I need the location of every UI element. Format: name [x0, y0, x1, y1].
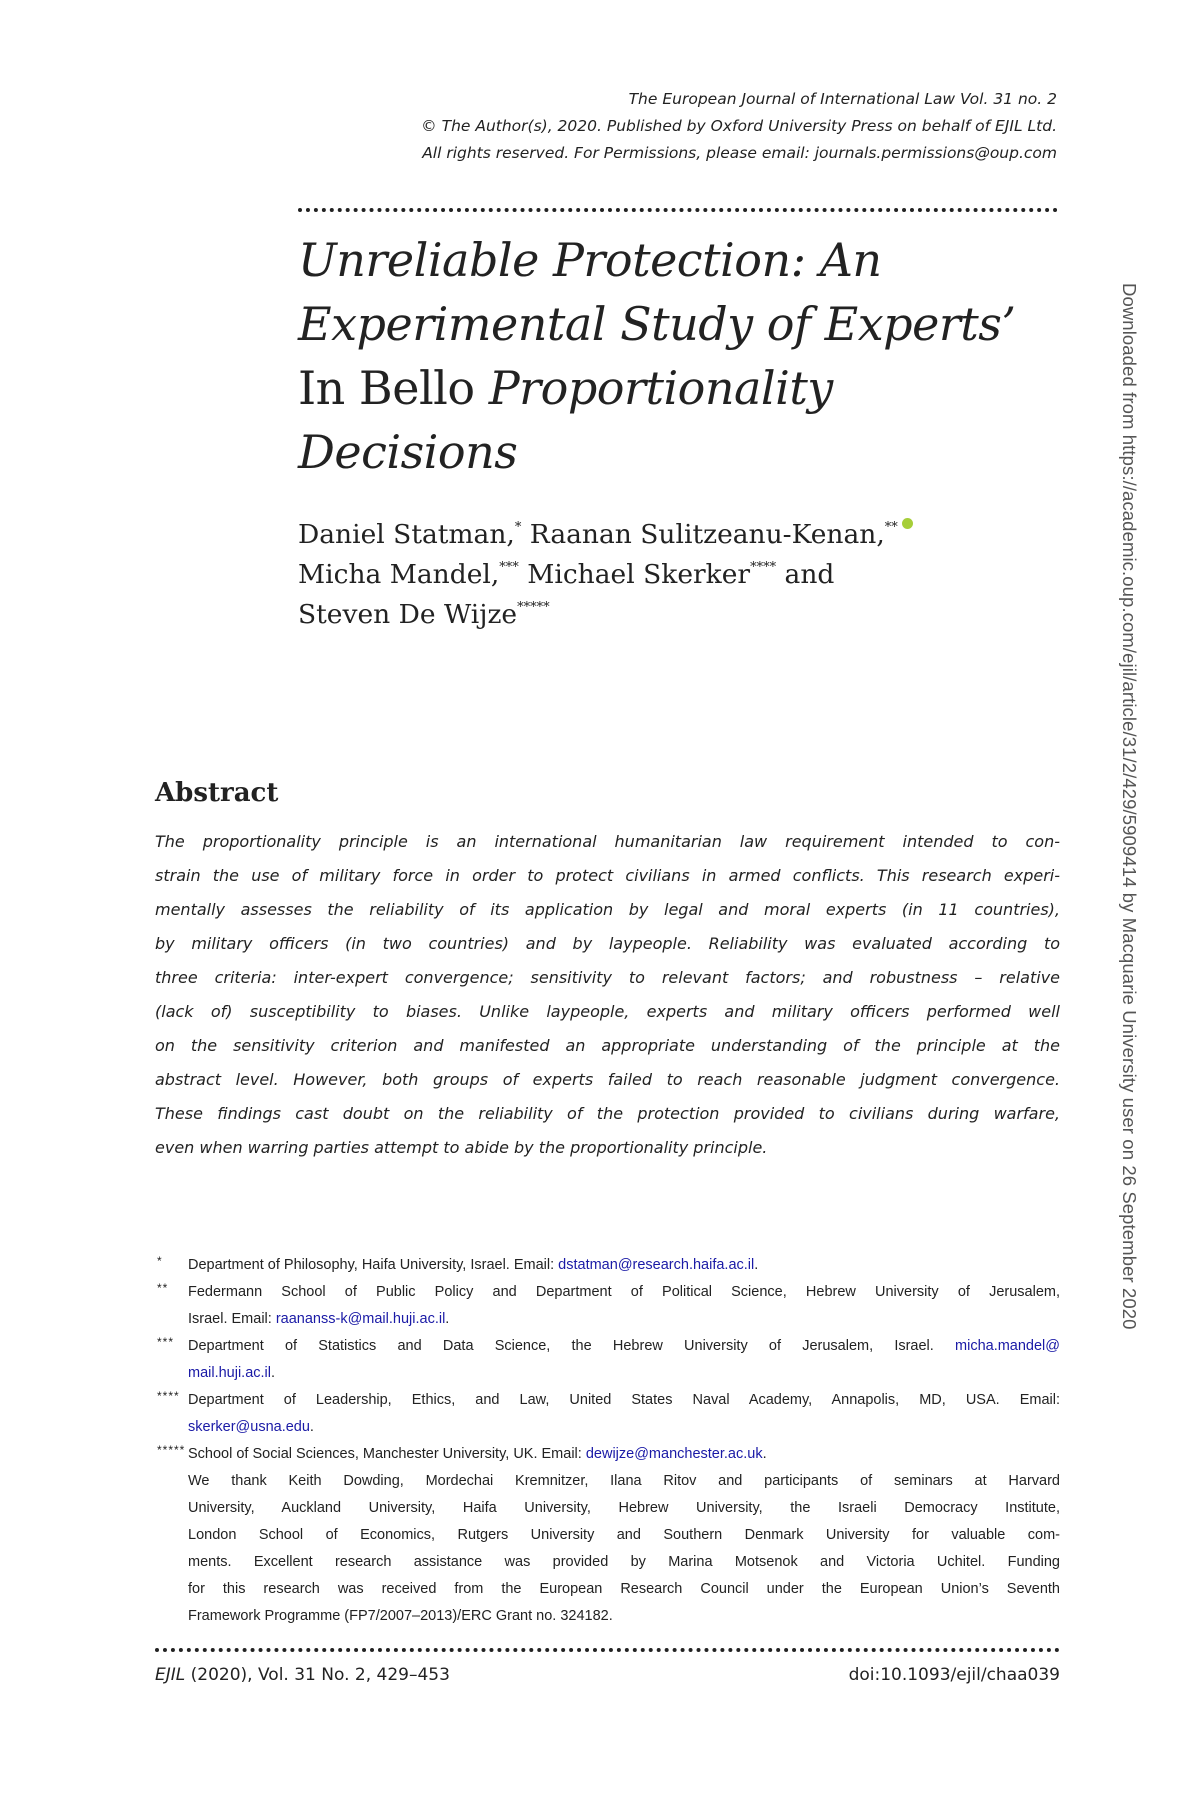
- abstract-line: abstract level. However, both groups of experts failed to reach reasonable judgment convergence.: [155, 1070, 1060, 1089]
- footnote-period: .: [445, 1311, 450, 1327]
- abstract-line: (lack of) susceptibility to biases. Unlike laypeople, experts and military officers performed well: [155, 1002, 1060, 1021]
- abstract-line: mentally assesses the reliability of its application by legal and moral experts (in 11 countries),: [155, 900, 1060, 919]
- author-mark-3[interactable]: ***: [499, 560, 519, 575]
- email-link[interactable]: skerker@usna.edu: [188, 1419, 310, 1435]
- abstract-line: three criteria: inter-expert convergence; sensitivity to relevant factors; and robustness – relative: [155, 968, 1060, 987]
- footnote-5: [155, 1441, 1060, 1468]
- abstract-line: by military officers (in two countries) and by laypeople. Reliability was evaluated according to: [155, 934, 1060, 953]
- orcid-icon[interactable]: [902, 518, 913, 529]
- author-and: and: [776, 559, 835, 590]
- abstract-heading: Abstract: [155, 778, 279, 808]
- acknowledgement-line: London School of Economics, Rutgers University and Southern Denmark University for valuable com-: [188, 1527, 1060, 1543]
- acknowledgement-line: We thank Keith Dowding, Mordechai Kremnitzer, Ilana Ritov and participants of seminars at Harvard: [188, 1473, 1060, 1489]
- footnote-mark: ***: [157, 1335, 175, 1349]
- author-statman[interactable]: Daniel Statman,: [298, 519, 515, 550]
- footnote-text: Federmann School of Public Policy and Department of Political Science, Hebrew University of Jerusalem,: [188, 1284, 1060, 1300]
- footnote-mark: ****: [157, 1389, 180, 1403]
- footnote-text: Department of Statistics and Data Science, the Hebrew University of Jerusalem, Israel.: [188, 1338, 956, 1354]
- abstract-body: [155, 825, 1060, 1165]
- email-link[interactable]: micha.mandel@: [955, 1338, 1060, 1354]
- title-line-2: Experimental Study of Experts’: [298, 297, 1016, 351]
- journal-header: [297, 86, 1057, 167]
- title-line-4: Decisions: [298, 425, 518, 479]
- footnote-text: Israel. Email:: [188, 1311, 276, 1327]
- download-notice-text[interactable]: Downloaded from https://academic.oup.com/ejil/article/31/2/429/5909414 by Macquarie University user on 26 September 2020: [1119, 283, 1140, 1330]
- acknowledgement-line: University, Auckland University, Haifa University, Hebrew University, the Israeli Democracy Institute,: [188, 1500, 1060, 1516]
- author-mark-4[interactable]: ****: [750, 560, 777, 575]
- footnote-text: School of Social Sciences, Manchester University, UK. Email:: [188, 1446, 586, 1462]
- author-mark-1[interactable]: *: [514, 520, 522, 535]
- footnote-mark: *: [157, 1254, 163, 1268]
- email-link[interactable]: raananss-k@mail.huji.ac.il: [275, 1311, 446, 1327]
- footnote-mark: *****: [157, 1443, 186, 1457]
- permissions-line: All rights reserved. For Permissions, please email: journals.permissions@oup.com: [422, 144, 1057, 162]
- abstract-line: on the sensitivity criterion and manifested an appropriate understanding of the principle at the: [155, 1036, 1060, 1055]
- abstract-line: even when warring parties attempt to abide by the proportionality principle.: [155, 1138, 768, 1157]
- abstract-line: strain the use of military force in order to protect civilians in armed conflicts. This research experi-: [155, 866, 1060, 885]
- title-line-1: Unreliable Protection: An: [298, 233, 882, 287]
- author-de-wijze[interactable]: Steven De Wijze: [298, 599, 518, 630]
- article-title: [298, 228, 1058, 484]
- footnote-period: .: [762, 1446, 767, 1462]
- author-mark-5[interactable]: *****: [517, 600, 550, 615]
- abstract-line: These findings cast doubt on the reliability of the protection provided to civilians during warfare,: [155, 1104, 1060, 1123]
- journal-volume-line: The European Journal of International Law Vol. 31 no. 2: [628, 90, 1057, 108]
- footnote-period: .: [754, 1257, 759, 1273]
- footnote-text: Department of Philosophy, Haifa University, Israel. Email:: [188, 1257, 559, 1273]
- footnote-period: .: [271, 1365, 276, 1381]
- footnote-1: [155, 1252, 1060, 1279]
- email-link[interactable]: mail.huji.ac.il: [188, 1365, 271, 1381]
- footnote-period: .: [309, 1419, 314, 1435]
- footnote-2: [155, 1279, 1060, 1333]
- acknowledgement-line: ments. Excellent research assistance was provided by Marina Motsenok and Victoria Uchitel. Funding: [188, 1554, 1060, 1570]
- acknowledgement-line: for this research was received from the European Research Council under the European Union’s Seventh: [188, 1581, 1060, 1597]
- author-sulitzeanu-kenan[interactable]: Raanan Sulitzeanu-Kenan,: [521, 519, 885, 550]
- header-divider: [298, 208, 1058, 212]
- download-notice: [1112, 283, 1152, 1463]
- title-proportionality: Proportionality: [488, 361, 833, 415]
- footnote-text: Department of Leadership, Ethics, and Law, United States Naval Academy, Annapolis, MD, USA. Email:: [188, 1392, 1060, 1408]
- email-link[interactable]: dstatman@research.haifa.ac.il: [558, 1257, 755, 1273]
- author-skerker[interactable]: Michael Skerker: [518, 559, 751, 590]
- footnote-3: [155, 1333, 1060, 1387]
- author-mark-2[interactable]: **: [884, 520, 898, 535]
- author-mandel[interactable]: Micha Mandel,: [298, 559, 500, 590]
- acknowledgement-line: Framework Programme (FP7/2007–2013)/ERC Grant no. 324182.: [188, 1608, 613, 1624]
- citation-details: (2020), Vol. 31 No. 2, 429–453: [185, 1665, 450, 1685]
- citation: [155, 1665, 450, 1685]
- abstract-line: The proportionality principle is an international humanitarian law requirement intended to con-: [155, 832, 1060, 851]
- footnote-mark: **: [157, 1281, 169, 1295]
- acknowledgement: [155, 1468, 1060, 1630]
- journal-abbrev: EJIL: [155, 1665, 186, 1685]
- footnote-4: [155, 1387, 1060, 1441]
- title-line-3: [298, 356, 1058, 420]
- doi-link[interactable]: doi:10.1093/ejil/chaa039: [848, 1665, 1060, 1685]
- footer-divider: [155, 1648, 1060, 1652]
- title-in-bello: In Bello: [298, 361, 489, 415]
- email-link[interactable]: dewijze@manchester.ac.uk: [585, 1446, 763, 1462]
- author-list: [298, 515, 1058, 635]
- footnotes: [155, 1252, 1060, 1630]
- copyright-line: © The Author(s), 2020. Published by Oxford University Press on behalf of EJIL Ltd.: [421, 117, 1057, 135]
